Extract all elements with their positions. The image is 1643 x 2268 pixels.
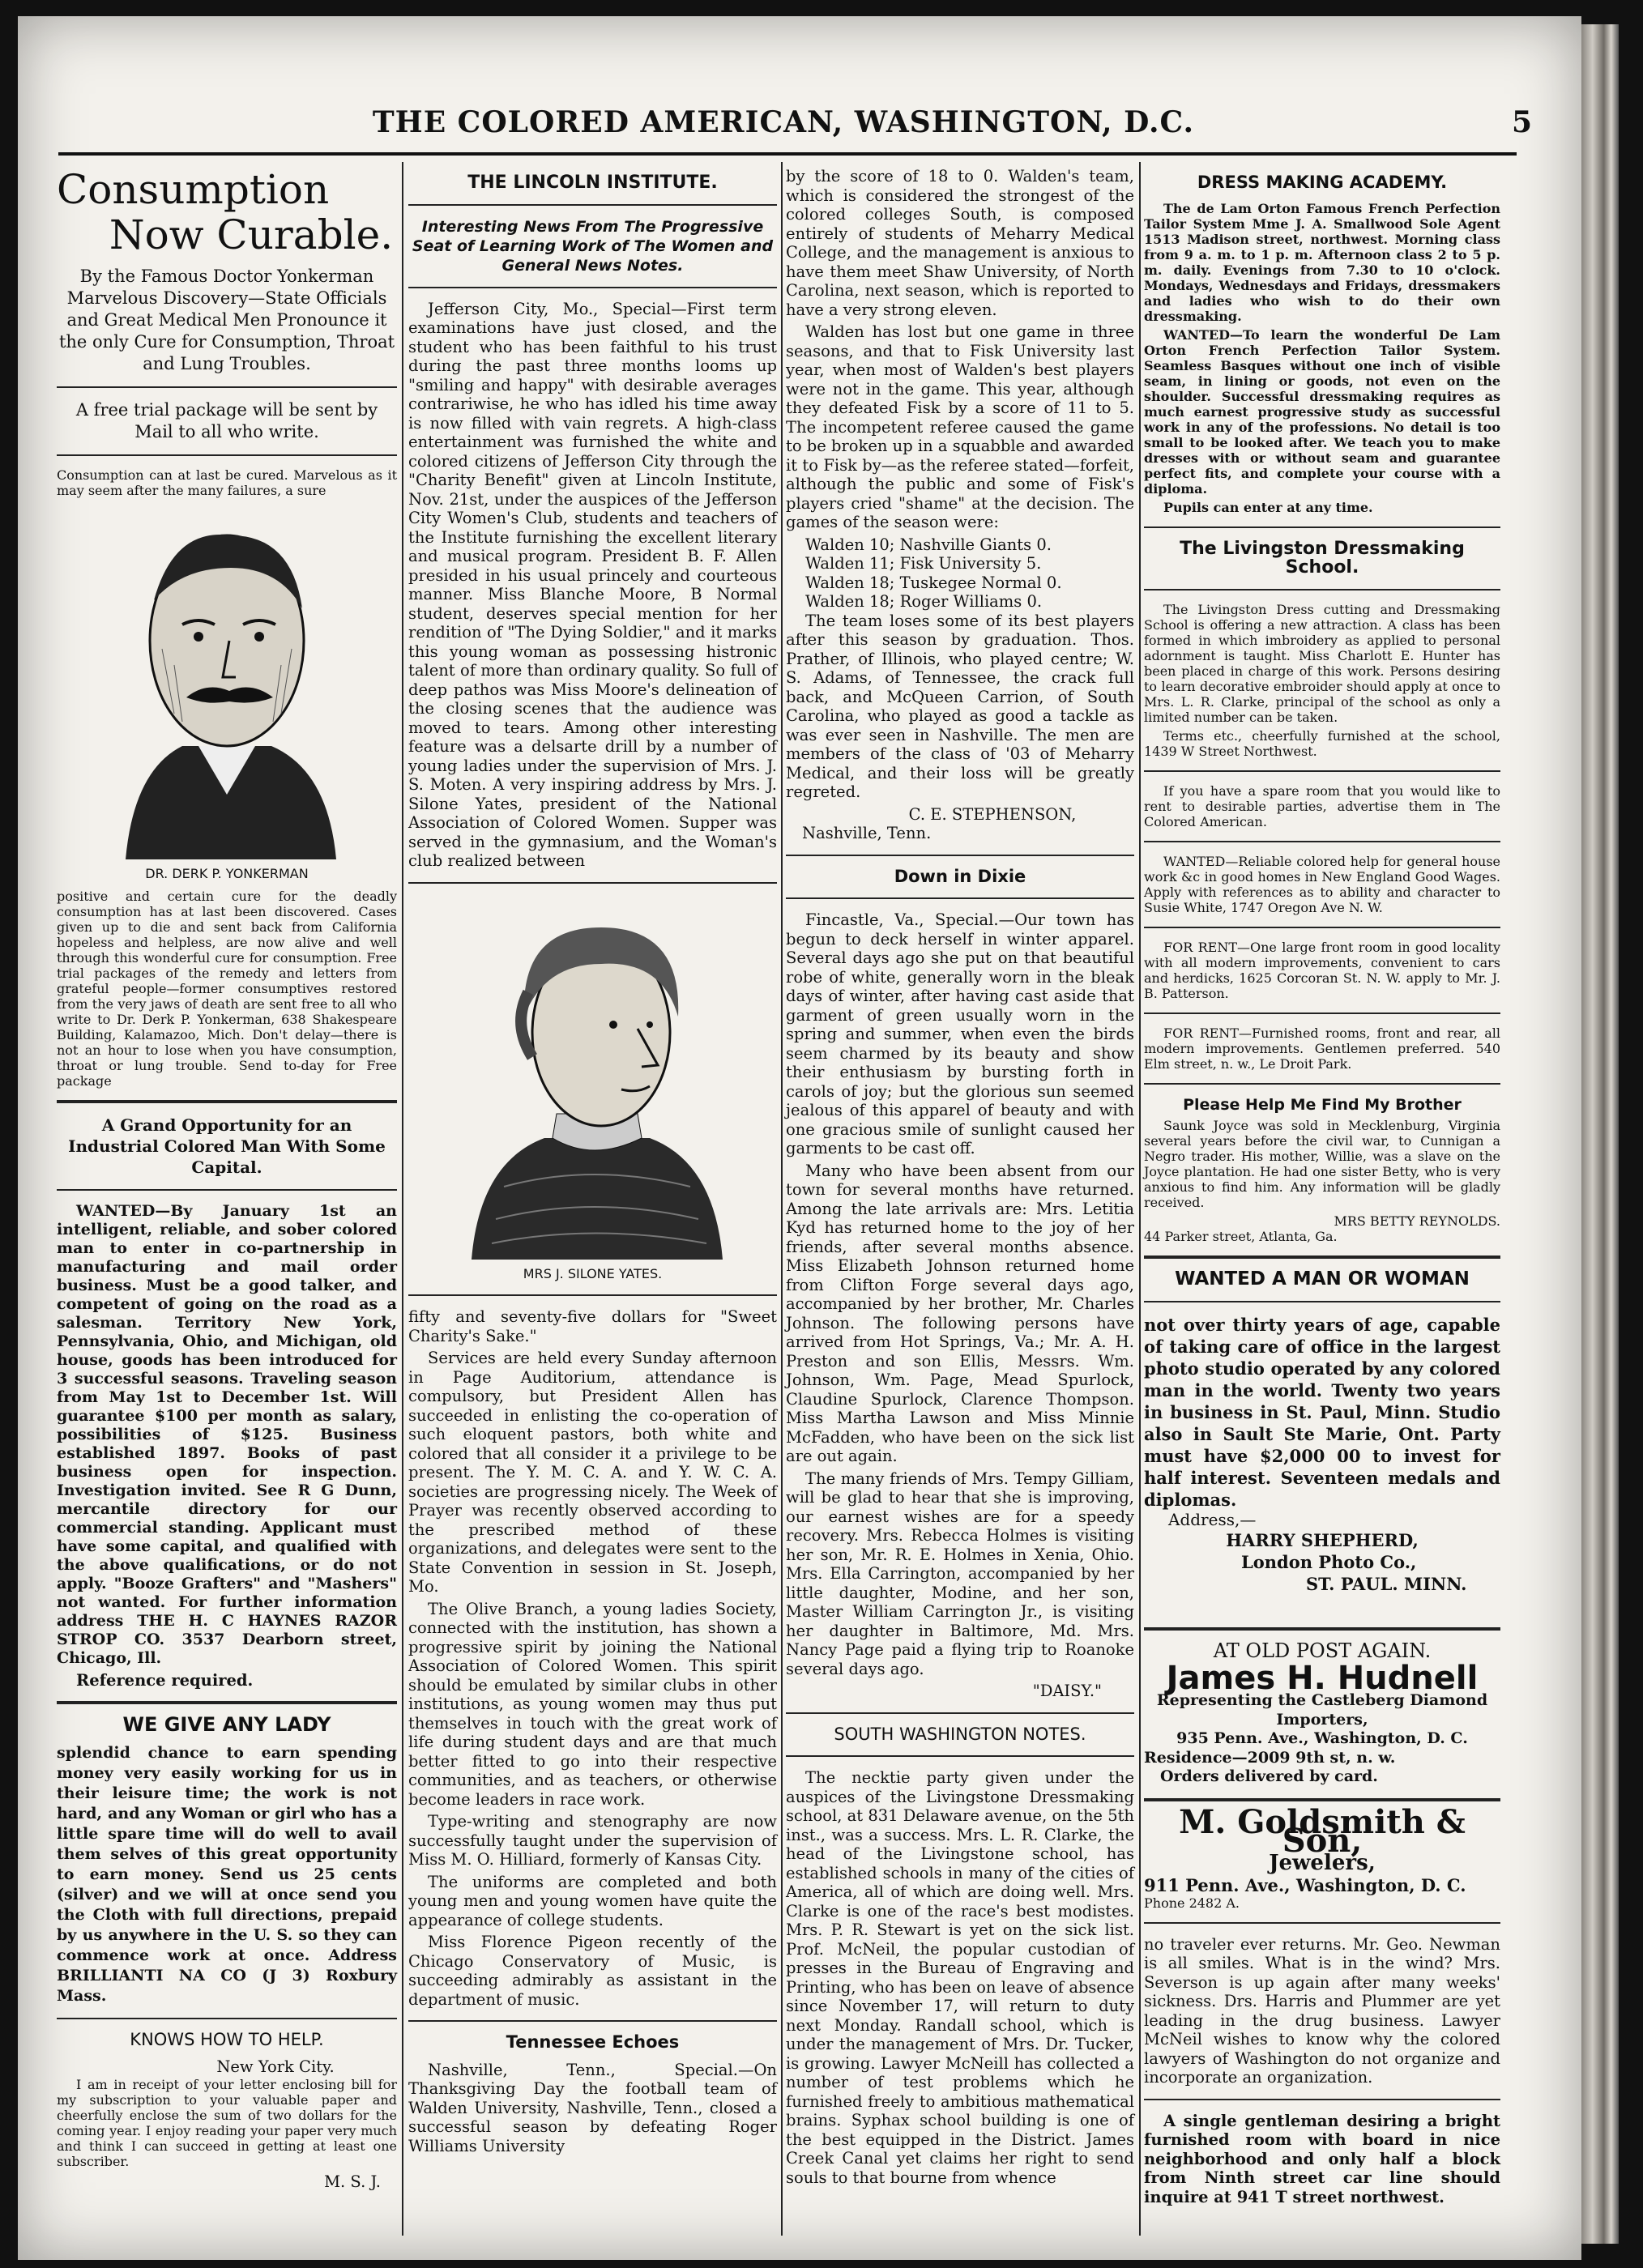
divider bbox=[1144, 841, 1500, 842]
masthead-title: THE COLORED AMERICAN, WASHINGTON, D.C. bbox=[372, 105, 1195, 139]
column-2 bbox=[408, 167, 777, 2159]
divider bbox=[408, 2020, 777, 2022]
hudnell-residence: Residence—2009 9th st, n. w. bbox=[1144, 1748, 1396, 1767]
tennessee-headline: Tennessee Echoes bbox=[506, 2032, 680, 2052]
opportunity-headline: A Grand Opportunity for an Industrial Colored Man With Some Capital. bbox=[68, 1115, 386, 1177]
walden-p3: The team loses some of its best players after this season by graduation. Thos. Prather, of Illinois, who played centre; W. S. Adams, of Tennessee, the crack full back, and McQueen Carrion, of South Carolina, who played as good a tackle as was ever seen in Nashville. The men are members of the class of '03 of Meharry Medical, and their loss will be greatly regreted. bbox=[786, 611, 1134, 801]
walden-p2: Walden has lost but one game in three seasons, and that to Fisk University last year, when most of Walden's best players were not in the game. This year, although they defeated Fisk by a score of 11 to 5. The incompetent referee caused the game to be broken up in a squabble and awarded it to Fisk by—as the referee stated—forfeit, although the public and some of Fisk's players cried "shame" at the decision. The games of the season were: bbox=[786, 322, 1134, 531]
help-body: I am in receipt of your letter enclosing bill for my subscription to your valuable paper and cheerfully enclose the sum of two dollars for the coming year. I enjoy reading your paper very much and think I can succeed in getting at least one subscriber. bbox=[57, 2076, 397, 2169]
column-divider bbox=[402, 162, 403, 2236]
dressmaking-p2: WANTED—To learn the wonderful De Lam Orton French Perfection Tailor System. Seamless Basques without one inch of visible seam, in lining or goods, not even on the shoulder. Successful dressmaking requires as much earnest progressive study as successful work in any of the professions. No detail is too small to be looked after. We teach you to make dresses with or without seam and guarantee perfect fits, and complete your course with a diploma. bbox=[1144, 326, 1500, 497]
masthead-rule bbox=[58, 152, 1517, 156]
goldsmith-address: 911 Penn. Ave., Washington, D. C. bbox=[1144, 1875, 1466, 1895]
consumption-headline-2: Now Curable. bbox=[109, 211, 394, 258]
lady-headline: WE GIVE ANY LADY bbox=[122, 1713, 331, 1736]
divider bbox=[57, 1189, 397, 1191]
divider bbox=[1144, 1627, 1500, 1631]
stephenson-place: Nashville, Tenn. bbox=[802, 824, 932, 842]
help-place: New York City. bbox=[216, 2057, 335, 2076]
wanted-man-headline: WANTED A MAN OR WOMAN bbox=[1175, 1268, 1470, 1290]
post-headline: AT OLD POST AGAIN. bbox=[1213, 1639, 1432, 1662]
lincoln-headline: THE LINCOLN INSTITUTE. bbox=[467, 173, 718, 193]
yates-caption: MRS J. SILONE YATES. bbox=[523, 1265, 663, 1281]
dressmaking-p1: The de Lam Orton Famous French Perfection Tailor System Mme J. A. Smallwood Sole Agent 1513 Madison street, northwest. Morning class from 9 a. m. to 1 p. m. Afternoon class 2 to 5 p. m. daily. Evenings from 7.30 to 10 o'clock. Mondays, Wednesdays and Fridays, dressmakers and ladies who wish to do their own dressmaking. bbox=[1144, 200, 1500, 324]
brother-signature: MRS BETTY REYNOLDS. bbox=[1334, 1213, 1500, 1229]
dixie-p3: The many friends of Mrs. Tempy Gilliam, will be glad to hear that she is improving, our earnest wishes are for a speedy recovery. Mrs. Rebecca Holmes is visiting her son, Mr. R. E. Holmes in Xenia, Ohio. Mrs. Ella Carrington, accompanied by her little daughter, Modine, and her son, Master William Carrington Jr., is visiting her daughter in Baltimore, Md. Mrs. Nancy Page paid a flying trip to Roanoke several days ago. bbox=[786, 1469, 1134, 1678]
dixie-p1: Fincastle, Va., Special.—Our town has begun to deck herself in winter apparel. Several days ago she put on that beautiful robe of white, generally worn in the bleak days of winter, after having cast aside that garment of green usually worn in the spring and summer, when even the birds seem charmed by its beauty and show their enthusiasm by bursting forth in carols of joy; but the glorious sun seemed jealous of this apparel of beauty and with one gracious smile of sunlight caused her garments to be cast off. bbox=[786, 910, 1134, 1157]
south-washington-headline: SOUTH WASHINGTON NOTES. bbox=[834, 1724, 1086, 1744]
masthead bbox=[18, 105, 1549, 139]
column-4 bbox=[1144, 167, 1500, 2210]
livingston-headline: The Livingston Dressmaking School. bbox=[1180, 538, 1465, 578]
column-divider bbox=[1139, 162, 1141, 2236]
score-list bbox=[786, 535, 1134, 612]
divider bbox=[786, 1712, 1134, 1714]
column-divider bbox=[781, 162, 783, 2236]
score-item: Walden 18; Roger Williams 0. bbox=[805, 592, 1043, 611]
stephenson-signature: C. E. STEPHENSON, bbox=[908, 804, 1077, 824]
gentleman-room-ad: A single gentleman desiring a bright furnished room with board in nice neighborhood and only half a block from Ninth street car line should inquire at 941 T street northwest. bbox=[1144, 2111, 1500, 2206]
goldsmith-name: M. Goldsmith & Son, bbox=[1179, 1802, 1466, 1860]
column-3 bbox=[786, 167, 1134, 2190]
walden-p1: by the score of 18 to 0. Walden's team, which is considered the strongest of the colored colleges South, is composed entirely of students of Meharry Medical College, and the management is anxious to have them meet Shaw University, of North Carolina, next season, which is reported to have a very strong eleven. bbox=[786, 167, 1134, 319]
divider bbox=[1144, 1013, 1500, 1014]
wanted-man-address-label: Address,— bbox=[1168, 1509, 1257, 1529]
divider bbox=[57, 1701, 397, 1704]
opportunity-reference: Reference required. bbox=[76, 1670, 254, 1690]
wanted-help-ad: WANTED—Reliable colored help for general house work &c in good homes in New England Good Wages. Apply with references as to ability and character to Susie White, 1747 Oregon Ave N. W. bbox=[1144, 853, 1500, 915]
lincoln-subhead: Interesting News From The Progressive Seat of Learning Work of The Women and General News Notes. bbox=[412, 217, 774, 275]
south-washington-body: The necktie party given under the auspices of the Livingstone Dressmaking school, at 831 Delaware avenue, on the 5th inst., was a success. Mrs. L. R. Clarke, the head of the Livingstone school, has established schools in many of the cities of America, all of which are doing well. Mrs. Clarke is one of the race's best modistes. Mrs. P. R. Stewart is yet on the sick list. Prof. McNeil, the popular custodian of presses in the Bureau of Engraving and Printing, who has been on leave of absence since November 17, will return to duty next Monday. Randall school, which is under the management of Mrs. Dr. Tucker, is growing. Lawyer McNeill has collected a number of test problems which he furnished freely to ambitious mathematical brains. Syphax school building is one of the best equipped in the District. James Creek Canal yet claims her right to send souls to that bourne from whence bbox=[786, 1768, 1134, 2187]
divider bbox=[57, 454, 397, 456]
consumption-body: positive and certain cure for the deadly consumption has at last been discovered. Cases given up to die and sent back from California hopeless and helpless, are now alive and well through this wonderful cure for consumption. Free trial packages of the remedy and letters from grateful people—former consumptives restored from the very jaws of death are sent free to all who write to Dr. Derk P. Yonkerman, 638 Shakespeare Building, Kalamazoo, Mich. Don't delay—there is not an hour to lose when you have consumption, throat or lung trouble. Send to-day for Free package bbox=[57, 888, 397, 1089]
lincoln-p5: Type-writing and stenography are now successfully taught under the supervision of Miss M. O. Hilliard, formerly of Kansas City. bbox=[408, 1812, 777, 1869]
for-rent-ad-1: FOR RENT—One large front room in good locality with all modern improvements, convenient to cars and herdicks, 1625 Corcoran St. N. W. apply to Mr. J. B. Patterson. bbox=[1144, 939, 1500, 1001]
divider bbox=[786, 897, 1134, 899]
divider bbox=[1144, 1083, 1500, 1085]
hudnell-orders: Orders delivered by card. bbox=[1160, 1767, 1378, 1785]
divider bbox=[57, 1100, 397, 1103]
score-item: Walden 11; Fisk University 5. bbox=[805, 554, 1042, 573]
divider bbox=[408, 1294, 777, 1296]
wanted-man-city: ST. PAUL. MINN. bbox=[1306, 1574, 1467, 1594]
lincoln-p7: Miss Florence Pigeon recently of the Chicago Conservatory of Music, is succeeding admirably as assistant in the department of music. bbox=[408, 1933, 777, 2009]
divider bbox=[1144, 770, 1500, 772]
yonkerman-portrait bbox=[93, 503, 361, 859]
divider bbox=[1144, 589, 1500, 590]
livingston-terms: Terms etc., cheerfully furnished at the school, 1439 W Street Northwest. bbox=[1144, 727, 1500, 759]
dressmaking-p3: Pupils can enter at any time. bbox=[1163, 499, 1373, 515]
divider bbox=[1144, 1798, 1500, 1801]
divider bbox=[57, 386, 397, 388]
lincoln-p6: The uniforms are completed and both young men and young women have quite the appearance of college students. bbox=[408, 1872, 777, 1929]
consumption-subhead: By the Famous Doctor Yonkerman Marvelous Discovery—State Officials and Great Medical Men Pronounce it the only Cure for Consumption, Throat and Lung Troubles. bbox=[58, 266, 395, 373]
consumption-headline: Consumption bbox=[57, 166, 330, 213]
goldsmith-phone: Phone 2482 A. bbox=[1144, 1895, 1240, 1911]
lincoln-p1: Jefferson City, Mo., Special—First term examinations have just closed, and the student who has been faithful to his trust during the past three months looms up "smiling and happy" with desirable averages contrariwise, he who has idled his time away is now filled with vain regrets. A high-class entertainment was furnished the white and colored citizens of Jefferson City through the "Charity Benefit" given at Lincoln Institute, Nov. 21st, under the auspices of the Jefferson City Women's Club, students and teachers of the Institute furnishing the excellent literary and musical program. President B. F. Allen presided in his usual princely and courteous manner. Miss Blanche Moore, B Normal student, deserves special mention for her rendition of "The Dying Soldier," and it marks this young woman as possessing histronic talent of more than ordinary quality. So full of deep pathos was Miss Moore's delineation of the closing scenes that the audience was moved to tears. Among other interesting feature was a delsarte drill by a number of young ladies under the supervision of Mrs. J. S. Moten. A very inspiring address by Mrs. J. Silone Yates, president of the National Association of Colored Women. Supper was served in the gymnasium, and the Woman's club realized between bbox=[408, 299, 777, 870]
dixie-p2: Many who have been absent from our town for several months have returned. Among the late arrivals are: Mrs. Letitia Kyd has returned home to the joy of her friends, after several months absence. Miss Elizabeth Johnson returned home from Clifton Forge several days ago, accompanied by her brother, Mr. Charles Johnson. The following persons have arrived from Hot Springs, Va.; Mr. A. H. Preston and son Ellis, Messrs. Wm. Johnson, Wm. Page, Mead Spurlock, Claudine Spurlock, Clarence Thompson. Miss Martha Lawson and Miss Minnie McFadden, who have been on the sick list are out again. bbox=[786, 1161, 1134, 1465]
lincoln-p3: Services are held every Sunday afternoon in Page Auditorium, attendance is compulsory, but President Allen has succeeded in enlisting the co-operation of such eloquent pastors, both white and colored that all consider it a privilege to be present. The Y. M. C. A. and Y. W. C. A. societies are progressing nicely. The Week of Prayer was recently observed according to the prescribed method of these organizations, and delegates were sent to the State Convention in session in St. Joseph, Mo. bbox=[408, 1349, 777, 1596]
lincoln-p4: The Olive Branch, a young ladies Society, connected with the institution, has shown a progressive spirit by joining the National Association of Colored Women. This spirit should be emulated by similar clubs in other institutions, as young women may thus put themselves in touch with the great work of life during student days and are that much better fitted to go into their respective communities, and as teachers, or otherwise become leaders in race work. bbox=[408, 1599, 777, 1809]
brother-body: Saunk Joyce was sold in Mecklenburg, Virginia several years before the civil war, to Cunnigan a Negro trader. His mother, Willie, was a slave on the Joyce plantation. He had one sister Betty, who is very anxious to find him. Any information will be gladly received. bbox=[1144, 1118, 1500, 1210]
brother-address: 44 Parker street, Atlanta, Ga. bbox=[1144, 1229, 1338, 1244]
help-signature: M. S. J. bbox=[324, 2172, 381, 2191]
dixie-headline: Down in Dixie bbox=[894, 866, 1026, 886]
divider bbox=[408, 204, 777, 206]
yates-portrait bbox=[455, 895, 731, 1260]
goldsmith-jewelers: Jewelers, bbox=[1269, 1850, 1376, 1875]
livingston-body: The Livingston Dress cutting and Dressmaking School is offering a new attraction. A class has been formed in which imbroidery as applied to personal adornment is taught. Miss Charlott E. Hunter has been placed in charge of this work. Persons desiring to learn decorative embroider should apply at once to Mrs. L. R. Clarke, principal of the school as only a limited number can be taken. bbox=[1144, 601, 1500, 725]
hudnell-address: 935 Penn. Ave., Washington, D. C. bbox=[1176, 1729, 1468, 1747]
divider bbox=[786, 1755, 1134, 1757]
portrait-caption: DR. DERK P. YONKERMAN bbox=[145, 866, 309, 881]
hudnell-name: James H. Hudnell bbox=[1166, 1659, 1479, 1697]
trial-offer: A free trial package will be sent by Mail to all who write. bbox=[75, 400, 378, 441]
divider bbox=[57, 2018, 397, 2019]
score-item: Walden 18; Tuskegee Normal 0. bbox=[805, 573, 1062, 592]
help-headline: KNOWS HOW TO HELP. bbox=[130, 2029, 324, 2049]
opportunity-body: WANTED—By January 1st an intelligent, reliable, and sober colored man to enter in co-partnership in manufacturing and mail order business. Must be a good talker, and competent of going on the road as a salesman. Territory New York, Pennsylvania, Ohio, and Michigan, old house, goods has been introduced for 3 successful seasons. Traveling season from May 1st to December 1st. Will guarantee $100 per month as salary, possibilities of $125. Business established 1897. Books of past business open for inspection. Investigation invited. See R G Dunn, mercantile directory for our commercial standing. Applicant must have some capital, and qualified with the above qualifications, or do not apply. "Booze Grafters" and "Mashers" not wanted. For further information address THE H. C HAYNES RAZOR STROP CO. 3537 Dearborn street, Chicago, Ill. bbox=[57, 1201, 397, 1667]
divider bbox=[1144, 1256, 1500, 1259]
page-edge bbox=[1581, 24, 1619, 2244]
divider bbox=[1144, 526, 1500, 528]
divider bbox=[786, 855, 1134, 856]
south-washington-continued: no traveler ever returns. Mr. Geo. Newman is all smiles. What is in the wind? Mrs. Severson is up again after many weeks' sickness. Drs. Harris and Plummer are yet leading in the drug business. Lawyer McNeil wishes to know why the colored lawyers of Washington do not organize and incorporate an organization. bbox=[1144, 1934, 1500, 2087]
divider bbox=[1144, 1922, 1500, 1924]
column-1 bbox=[57, 167, 397, 2191]
consumption-intro: Consumption can at last be cured. Marvelous as it may seem after the many failures, a sure bbox=[57, 467, 397, 498]
wanted-man-name: HARRY SHEPHERD, bbox=[1226, 1530, 1419, 1550]
page-number: 5 bbox=[1511, 105, 1533, 139]
spare-room-ad: If you have a spare room that you would like to rent to desirable parties, advertise them in The Colored American. bbox=[1144, 782, 1500, 829]
wanted-man-company: London Photo Co., bbox=[1241, 1552, 1417, 1572]
divider bbox=[408, 287, 777, 288]
hudnell-representing: Representing the Castleberg Diamond Importers, bbox=[1156, 1691, 1488, 1729]
score-item: Walden 10; Nashville Giants 0. bbox=[805, 535, 1052, 554]
divider bbox=[408, 882, 777, 884]
divider bbox=[1144, 1301, 1500, 1302]
dressmaking-headline: DRESS MAKING ACADEMY. bbox=[1197, 173, 1448, 192]
dixie-signature: "DAISY." bbox=[1032, 1682, 1102, 1700]
brother-headline: Please Help Me Find My Brother bbox=[1183, 1095, 1462, 1114]
divider bbox=[1144, 927, 1500, 928]
for-rent-ad-2: FOR RENT—Furnished rooms, front and rear, all modern improvements. Gentlemen preferred. 540 Elm street, n. w., Le Droit Park. bbox=[1144, 1025, 1500, 1072]
newspaper-page bbox=[18, 16, 1581, 2260]
wanted-man-body: not over thirty years of age, capable of taking care of office in the largest photo studio operated by any colored man in the world. Twenty two years in business in St. Paul, Minn. Studio also in Sault Ste Marie, Ont. Party must have $2,000 00 to invest for half interest. Seventeen medals and diplomas. bbox=[1144, 1314, 1500, 1510]
lady-body: splendid chance to earn spending money very easily working for us in their leisure time; the work is not hard, and any Woman or girl who has a little spare time will do well to avail them selves of this great opportunity to earn money. Send us 25 cents (silver) and we will at once send you the Cloth with full directions, prepaid by us anywhere in the U. S. so they can commence work at once. Address BRILLIANTI NA CO (J 3) Roxbury Mass. bbox=[57, 1743, 397, 2005]
divider bbox=[1144, 2099, 1500, 2100]
tennessee-body: Nashville, Tenn., Special.—On Thanksgiving Day the football team of Walden University, Nashville, Tenn., closed a successful season by defeating Roger Williams University bbox=[408, 2060, 777, 2155]
lincoln-p2: fifty and seventy-five dollars for "Sweet Charity's Sake." bbox=[408, 1307, 777, 1345]
